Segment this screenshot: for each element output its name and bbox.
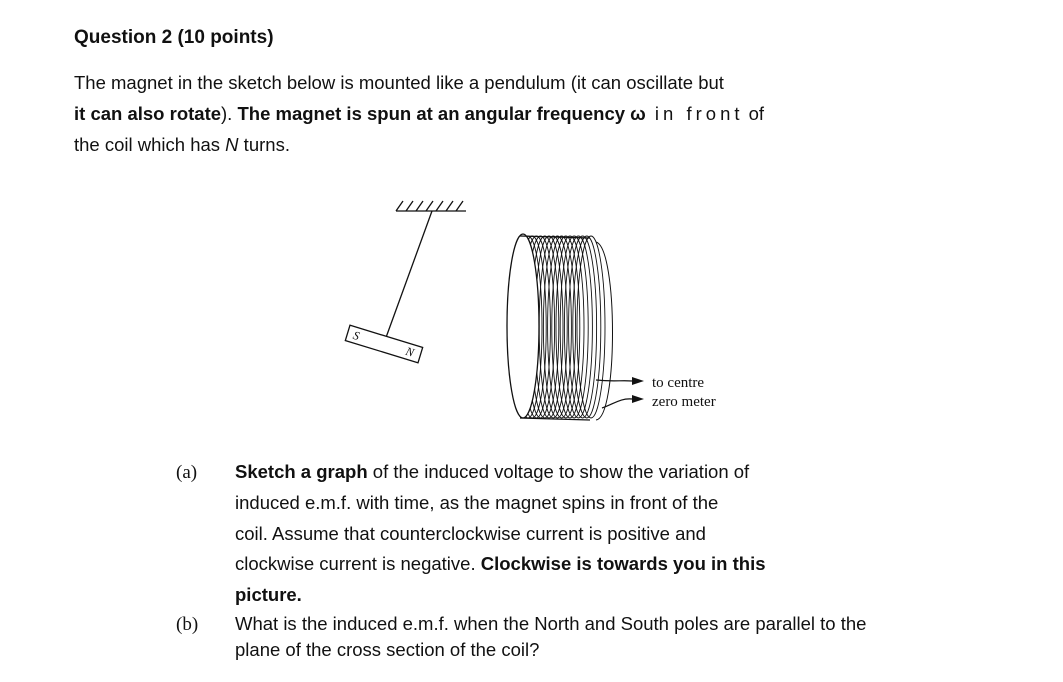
intro-coil-text: the coil which has [74, 134, 226, 155]
meter-label-line-2: zero meter [652, 394, 716, 410]
pendulum-rod [384, 211, 432, 343]
coil [507, 234, 613, 420]
part-a-line-4 [235, 553, 766, 575]
part-b-line-2: plane of the cross section of the coil? [235, 639, 540, 660]
intro-line-1: The magnet in the sketch below is mounted like a pendulum (it can oscillate but [74, 72, 724, 93]
arrow-icon [632, 395, 644, 403]
magnet-coil-sketch [330, 190, 750, 430]
intro-line-2 [74, 103, 764, 125]
part-a-line-5: picture. [235, 584, 302, 605]
part-a-label: (a) [176, 462, 198, 483]
part-a-line-2: induced e.m.f. with time, as the magnet spins in front of the [235, 492, 719, 513]
part-a-line-4-plain: clockwise current is negative. [235, 553, 481, 574]
part-a-sketch-bold: Sketch a graph [235, 461, 368, 482]
question-heading: Question 2 (10 points) [74, 27, 274, 48]
magnet-south-label: S [351, 327, 362, 344]
intro-turns-text: turns. [238, 134, 290, 155]
part-a-line-3: coil. Assume that counterclockwise current is positive and [235, 523, 706, 544]
intro-line-3 [74, 134, 290, 156]
intro-spun-text: The magnet is spun at an angular frequency ω [237, 103, 646, 124]
intro-of-text: of [743, 103, 765, 124]
meter-label-line-1: to centre [652, 375, 705, 391]
part-a-line-4-bold: Clockwise is towards you in this [480, 553, 766, 574]
intro-rotate-close: ). [221, 103, 238, 124]
part-a-line-1-rest: of the induced voltage to show the variation of [367, 461, 750, 482]
turns-variable: N [225, 134, 239, 155]
bar-magnet [345, 325, 422, 363]
magnet-north-label: N [403, 344, 416, 360]
part-b-line-1: What is the induced e.m.f. when the North and South poles are parallel to the [235, 613, 867, 634]
ceiling-mount [396, 201, 466, 211]
intro-in-front-text: in front [645, 103, 744, 124]
part-a-line-1 [235, 461, 749, 483]
arrow-icon [632, 377, 644, 385]
meter-leads [596, 380, 632, 408]
part-b-label: (b) [176, 614, 199, 635]
intro-rotate-text: it can also rotate [74, 103, 222, 124]
